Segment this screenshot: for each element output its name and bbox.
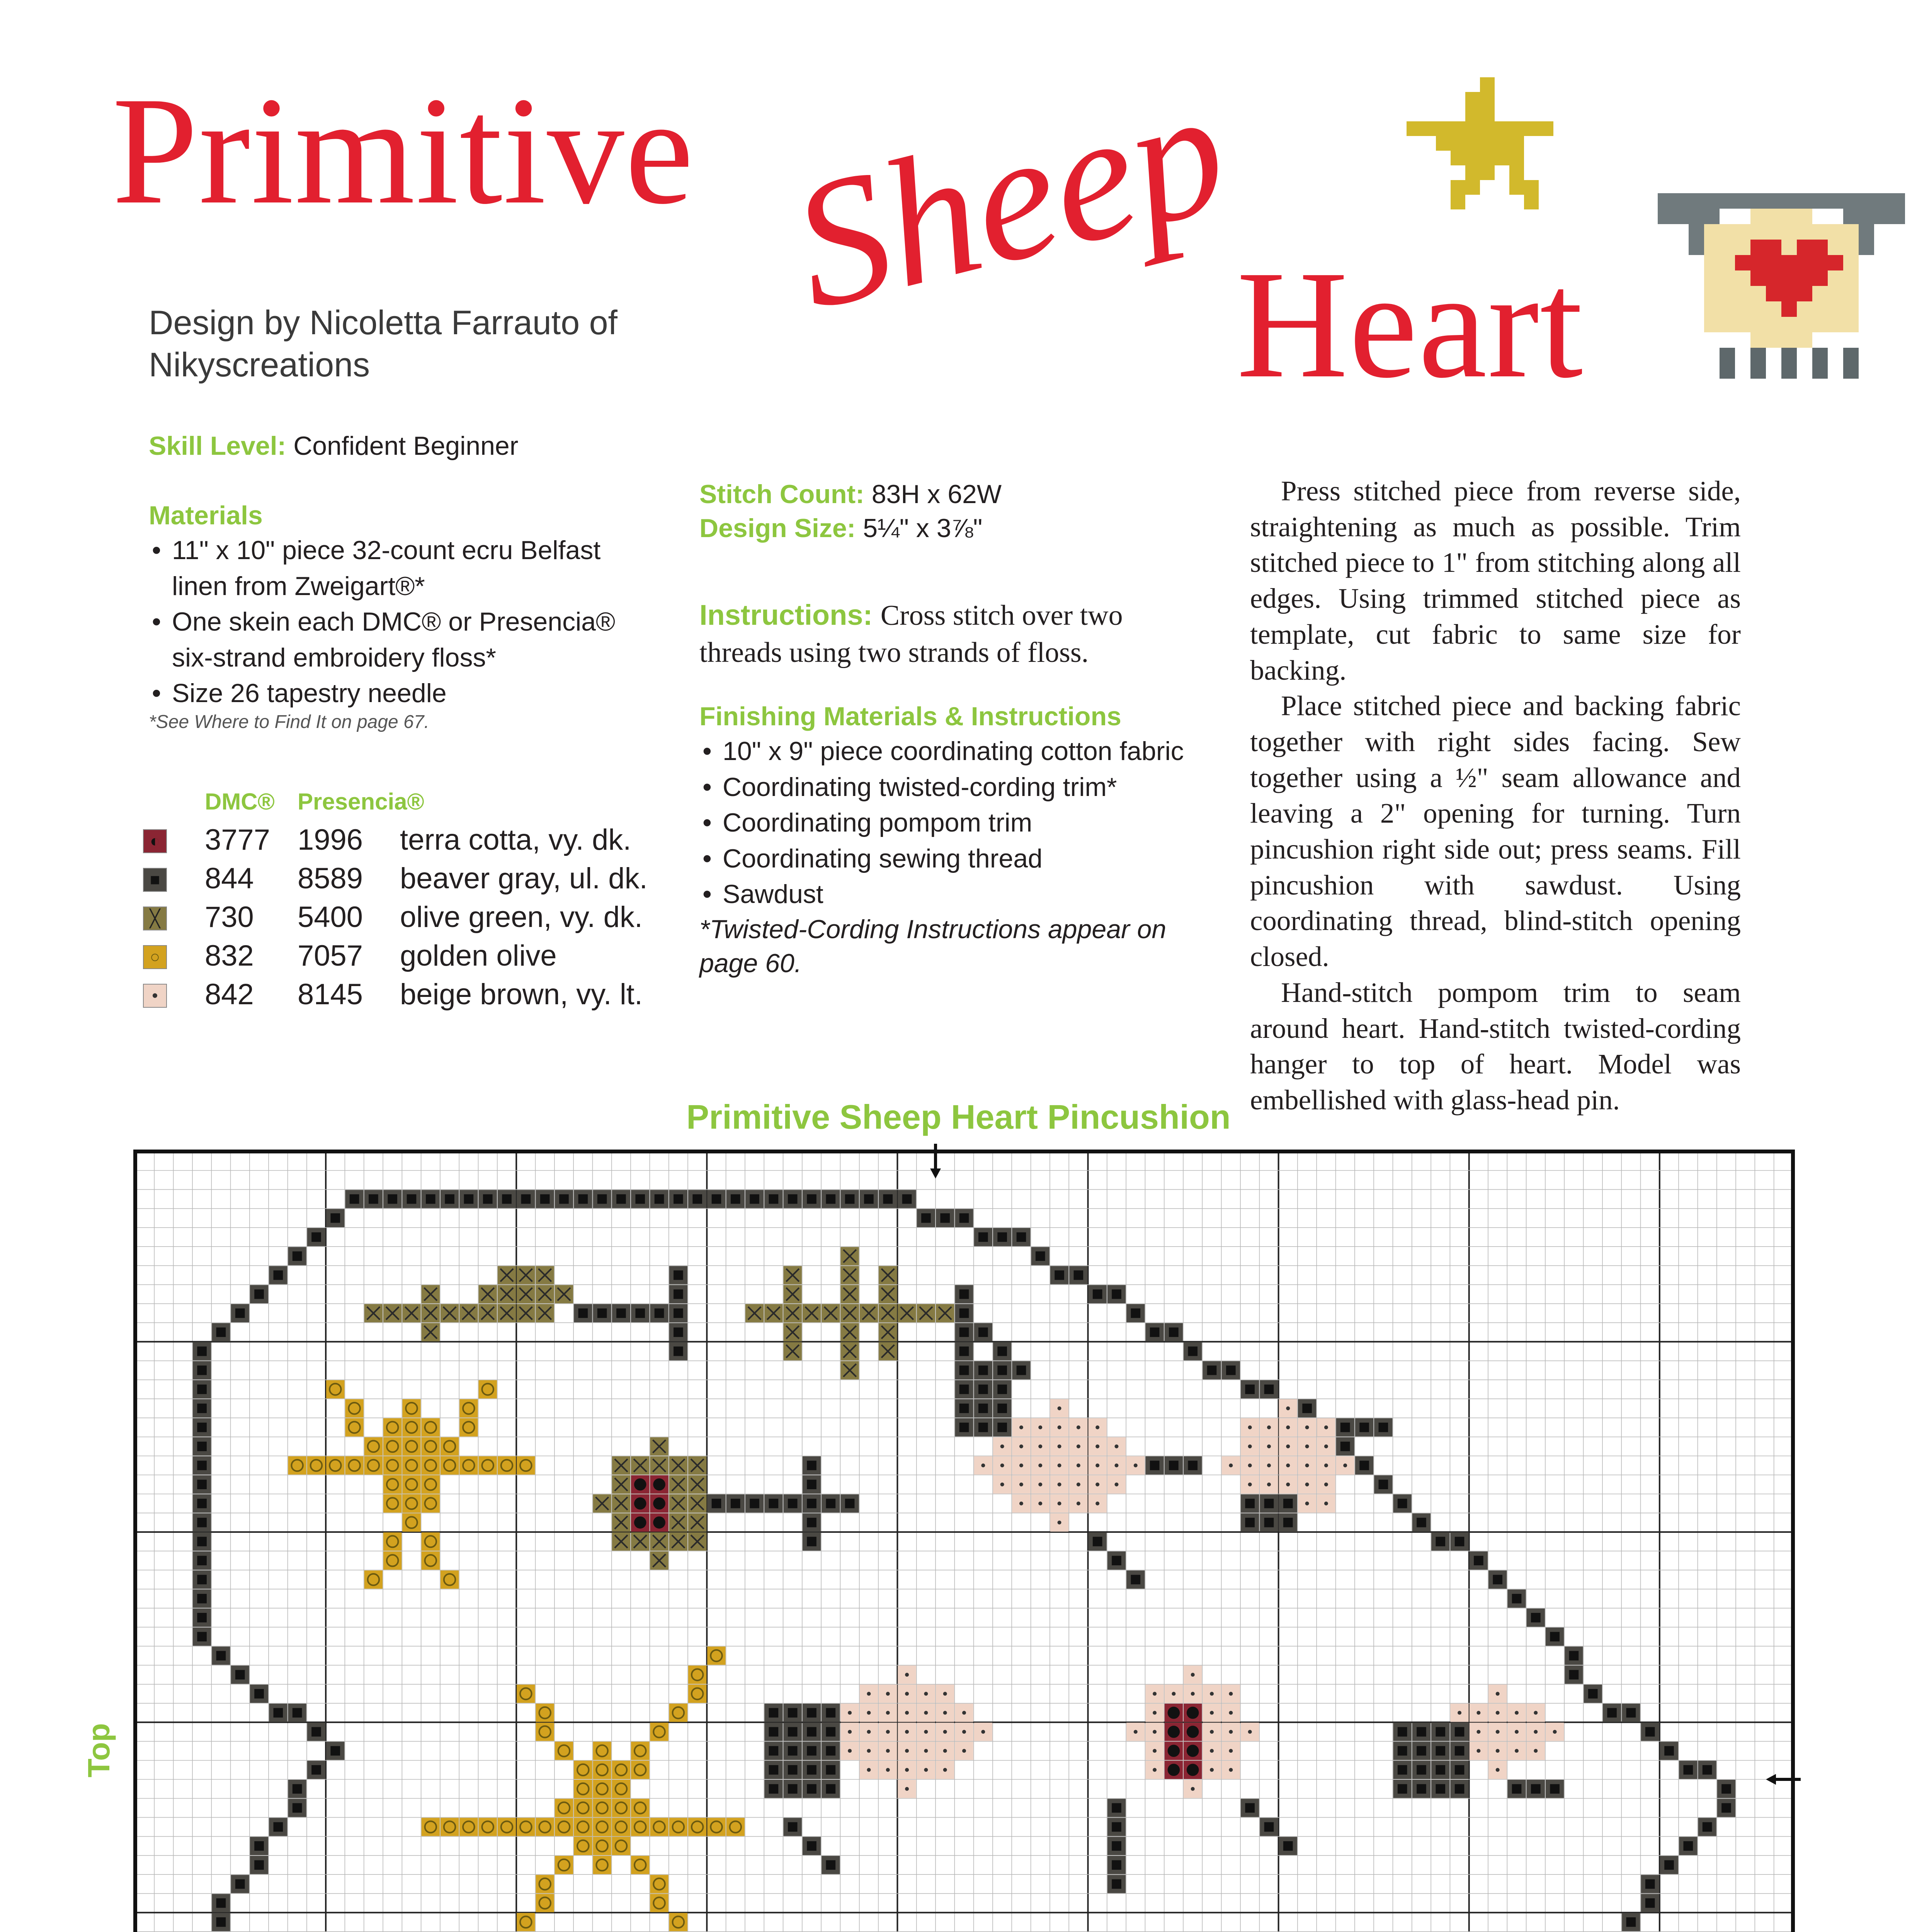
instructions xyxy=(699,597,1179,671)
list-item: • Size 26 tapestry needle xyxy=(149,675,643,711)
design-credit xyxy=(149,301,617,386)
floss-dmc: 842 xyxy=(205,978,254,1011)
list-item: • Sawdust xyxy=(699,876,1194,912)
floss-presencia: 7057 xyxy=(298,939,363,972)
floss-dmc: 832 xyxy=(205,939,254,972)
materials-list xyxy=(149,532,643,711)
design-credit-line1: Design by Nicoletta Farrauto of xyxy=(149,303,618,342)
floss-presencia: 8589 xyxy=(298,862,363,895)
floss-dmc: 730 xyxy=(205,901,254,934)
floss-name: terra cotta, vy. dk. xyxy=(400,823,631,856)
paragraph: Place stitched piece and backing fabric together with right sides facing. Sew together using a ½" seam allowance and leaving a 2" opening for turning. Turn pincushion right side out; press seams. Fill pincushion with sawdust. Using coordinating thread, blind-stitch opening closed. xyxy=(1250,690,1741,973)
finishing-list xyxy=(699,733,1194,912)
title-primitive: Primitive xyxy=(112,65,694,236)
floss-symbol-icon: ■ xyxy=(143,868,167,892)
floss-symbol-icon: ╳ xyxy=(143,906,167,930)
instructions-label: Instructions: xyxy=(699,599,873,631)
sheep-motif-icon xyxy=(1658,193,1905,379)
materials-heading: Materials xyxy=(149,501,263,530)
title-heart: Heart xyxy=(1237,239,1584,410)
instructions-text: Cross stitch over two threads using two strands of floss. xyxy=(699,600,1123,668)
list-item: • Coordinating pompom trim xyxy=(699,805,1194,840)
paragraph: Hand-stitch pompom trim to seam around heart. Hand-stitch twisted-cording hanger to top of heart. Model was embellished with glass-head pin. xyxy=(1250,976,1741,1116)
materials-section xyxy=(149,498,643,733)
sheep-heart-motif-icon xyxy=(1391,77,1917,417)
skill-level xyxy=(149,429,518,463)
floss-name: beaver gray, ul. dk. xyxy=(400,862,648,895)
floss-dmc: 3777 xyxy=(205,823,270,856)
design-size-value: 5¼" x 3⅞" xyxy=(863,514,983,543)
skill-level-value: Confident Beginner xyxy=(293,431,519,461)
finishing-section xyxy=(699,699,1194,981)
floss-name: beige brown, vy. lt. xyxy=(400,978,643,1011)
design-size-label: Design Size: xyxy=(699,514,856,543)
skill-level-label: Skill Level: xyxy=(149,431,286,461)
list-item: • One skein each DMC® or Presencia® six-strand embroidery floss* xyxy=(149,604,643,675)
chart-title: Primitive Sheep Heart Pincushion xyxy=(686,1098,1231,1136)
stitch-count-value: 83H x 62W xyxy=(871,480,1002,509)
cross-stitch-chart xyxy=(128,1144,1801,1932)
list-item: • Coordinating sewing thread xyxy=(699,841,1194,876)
list-item: • 11" x 10" piece 32-count ecru Belfast linen from Zweigart®* xyxy=(149,532,643,604)
floss-presencia: 8145 xyxy=(298,978,363,1011)
floss-name: olive green, vy. dk. xyxy=(400,901,643,934)
floss-name: golden olive xyxy=(400,939,557,972)
chart-top-label: Top xyxy=(82,1723,116,1777)
paragraph: Press stitched piece from reverse side, straightening as much as possible. Trim stitched piece to 1" from stitching along all edges. Using trimmed stitched piece as template, cut fabric to same size for backing. xyxy=(1250,475,1741,686)
floss-symbol-icon: ○ xyxy=(143,945,167,969)
list-item: • 10" x 9" piece coordinating cotton fabric xyxy=(699,733,1194,769)
finishing-note: *Twisted-Cording Instructions appear on page 60. xyxy=(699,914,1167,978)
floss-symbol-icon: • xyxy=(143,984,167,1008)
materials-note: *See Where to Find It on page 67. xyxy=(149,711,429,732)
floss-presencia: 5400 xyxy=(298,901,363,934)
key-presencia-heading: Presencia® xyxy=(298,789,424,815)
stitch-count-label: Stitch Count: xyxy=(699,480,864,509)
title-sheep: Sheep xyxy=(774,48,1244,348)
finishing-heading: Finishing Materials & Instructions xyxy=(699,702,1121,731)
floss-presencia: 1996 xyxy=(298,823,363,856)
design-credit-line2: Nikyscreations xyxy=(149,345,370,384)
floss-dmc: 844 xyxy=(205,862,254,895)
floss-symbol-icon: ◐ xyxy=(143,829,167,853)
star-motif-icon xyxy=(1407,77,1553,209)
stitch-info xyxy=(699,477,1202,546)
list-item: • Coordinating twisted-cording trim* xyxy=(699,769,1194,805)
key-dmc-heading: DMC® xyxy=(205,789,275,815)
finishing-instructions-text xyxy=(1250,473,1741,1118)
